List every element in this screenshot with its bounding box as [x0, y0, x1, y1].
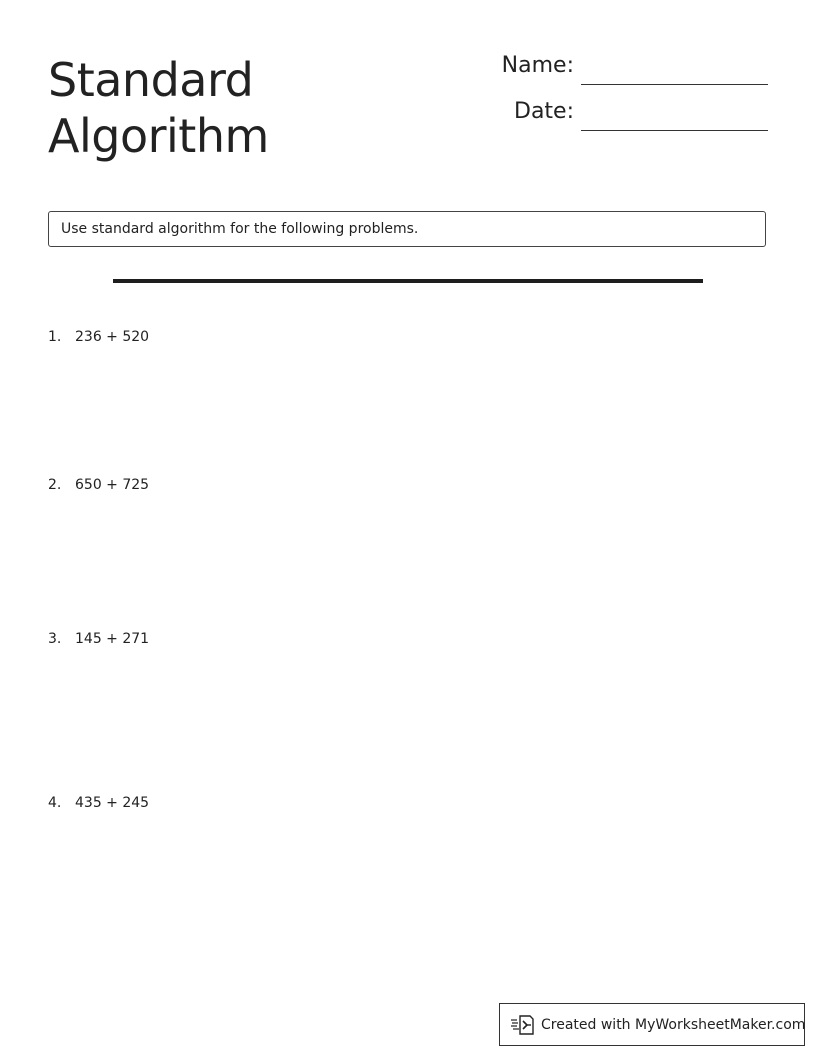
- problem-number: 2.: [48, 477, 62, 493]
- date-field-row: [470, 97, 768, 131]
- name-field-row: [470, 51, 768, 85]
- title-line-1: Standard: [48, 53, 254, 107]
- title-line-2: Algorithm: [48, 109, 269, 163]
- problem-number: 3.: [48, 631, 62, 647]
- worksheet-maker-logo-icon: [511, 1014, 535, 1036]
- problem-item: [48, 794, 149, 812]
- worksheet-title: [48, 52, 378, 164]
- date-label: Date:: [514, 99, 574, 124]
- instructions-box: Use standard algorithm for the following problems.: [48, 211, 766, 247]
- problem-number: 4.: [48, 795, 62, 811]
- problem-expression: 236 + 520: [75, 329, 150, 345]
- problem-item: [48, 328, 149, 346]
- name-blank-line[interactable]: [581, 84, 768, 85]
- problem-item: [48, 630, 149, 648]
- problem-expression: 650 + 725: [75, 477, 150, 493]
- problem-expression: 435 + 245: [75, 795, 150, 811]
- problem-item: [48, 476, 149, 494]
- footer-credit-text: Created with MyWorksheetMaker.com: [541, 1016, 806, 1033]
- section-divider: [113, 279, 703, 283]
- date-blank-line[interactable]: [581, 130, 768, 131]
- problem-number: 1.: [48, 329, 62, 345]
- name-label: Name:: [501, 53, 574, 78]
- footer-credit-badge[interactable]: [499, 1003, 805, 1046]
- problem-expression: 145 + 271: [75, 631, 150, 647]
